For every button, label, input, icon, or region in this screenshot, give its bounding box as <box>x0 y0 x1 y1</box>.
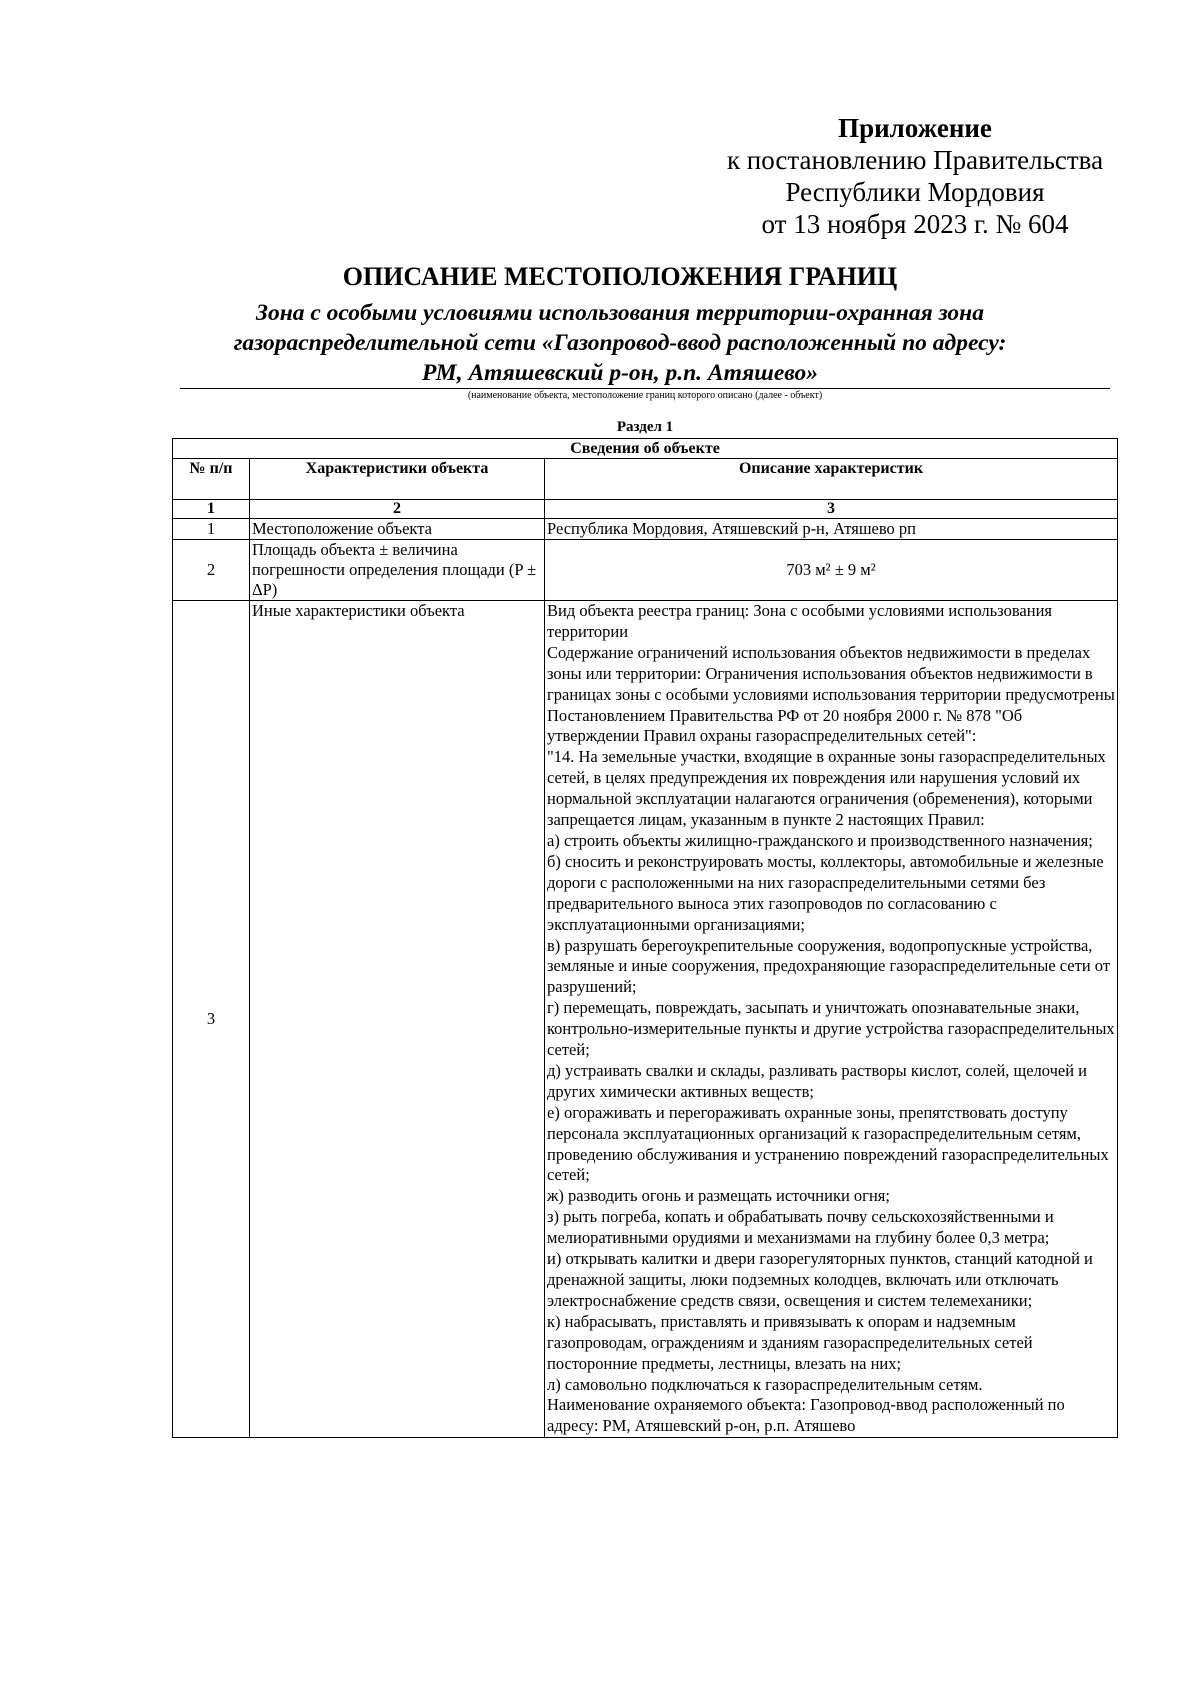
table-caption-row <box>173 439 1118 459</box>
column-number-1: 1 <box>173 500 250 519</box>
row-characteristic: Местоположение объекта <box>250 519 545 540</box>
description-paragraph: л) самовольно подключаться к газораспределительным сетям. <box>547 1374 983 1394</box>
description-paragraph: к) набрасывать, приставлять и привязывать к опорам и надземным газопроводам, ограждениям и зданиям газораспределительных сетей посторонние предметы, лестницы, влезать на них; <box>547 1311 1033 1373</box>
appendix-line-3: от 13 ноября 2023 г. № 604 <box>761 209 1069 239</box>
description-paragraph: Наименование охраняемого объекта: Газопровод-ввод расположенный по адресу: РМ, Атяшевский р-он, р.п. Атяшево <box>547 1395 1065 1436</box>
column-number-3: 3 <box>545 500 1118 519</box>
document-title: ОПИСАНИЕ МЕСТОПОЛОЖЕНИЯ ГРАНИЦ <box>342 262 898 291</box>
description-paragraph: Вид объекта реестра границ: Зона с особыми условиями использования территории <box>547 601 1052 641</box>
table-caption: Сведения об объекте <box>173 439 1118 459</box>
header-characteristic: Характеристики объекта <box>250 459 545 500</box>
description-paragraph: з) рыть погреба, копать и обрабатывать почву сельскохозяйственными и мелиоративными орудиями и механизмами на глубину более 0,3 метра; <box>547 1207 1054 1248</box>
row-description: 703 м² ± 9 м² <box>545 540 1118 601</box>
description-paragraph: ж) разводить огонь и размещать источники огня; <box>547 1186 890 1206</box>
description-paragraph: "14. На земельные участки, входящие в охранные зоны газораспределительных сетей, в целях предупреждения их повреждения или нарушения условий их нормальной эксплуатации налагаются ограничения (обременения), которыми запрещается лицам, указанным в пункте 2 настоящих Правил: <box>547 747 1106 830</box>
appendix-block <box>680 112 1150 240</box>
table-header-row <box>173 459 1118 500</box>
document-subtitle <box>180 298 1060 388</box>
row-characteristic: Площадь объекта ± величина погрешности определения площади (P ± ΔP) <box>250 540 545 601</box>
description-paragraph: е) огораживать и перегораживать охранные зоны, препятствовать доступу персонала эксплуатационных организаций к газораспределительным сетям, проведению обслуживания и устранению повреждений газораспределительных сетей; <box>547 1102 1109 1185</box>
header-description: Описание характеристик <box>545 459 1118 500</box>
row-number: 2 <box>173 540 250 601</box>
description-paragraph: г) перемещать, повреждать, засыпать и уничтожать опознавательные знаки, контрольно-измерительные пункты и другие устройства газораспределительных сетей; <box>547 998 1115 1060</box>
description-paragraph: Содержание ограничений использования объектов недвижимости в пределах зоны или территории: Ограничения использования объектов недвижимости в границах зоны с особыми условиями использования территории предусмотрены Постановлением Правительства РФ от 20 ноября 2000 г. № 878 "Об утверждении Правил охраны газораспределительных сетей": <box>547 642 1115 746</box>
column-number-2: 2 <box>250 500 545 519</box>
description-paragraph: и) открывать калитки и двери газорегуляторных пунктов, станций катодной и дренажной защиты, люки подземных колодцев, включать или отключать электроснабжение средств связи, освещения и систем телемеханики; <box>547 1249 1093 1310</box>
table-row <box>173 601 1118 1438</box>
row-number: 3 <box>173 601 250 1438</box>
table-row <box>173 519 1118 540</box>
description-paragraph: а) строить объекты жилищно-гражданского и производственного назначения; <box>547 830 1093 850</box>
appendix-line-1: к постановлению Правительства <box>726 145 1104 175</box>
row-description: Республика Мордовия, Атяшевский р-н, Атяшево рп <box>545 519 1118 540</box>
table-row <box>173 540 1118 601</box>
object-info-table <box>172 438 1118 1438</box>
description-paragraph: б) сносить и реконструировать мосты, коллекторы, автомобильные и железные дороги с расположенными на них газораспределительными сетями без предварительного выноса этих газопроводов по согласованию с эксплуатационными организациями; <box>547 851 1104 934</box>
appendix-line-2: Республики Мордовия <box>785 177 1045 207</box>
subtitle-note: (наименование объекта, местоположение границ которого описано (далее - объект) <box>467 390 823 401</box>
subtitle-underline <box>180 388 1110 389</box>
row-description <box>545 601 1118 1438</box>
description-paragraph: в) разрушать берегоукрепительные сооружения, водопропускные устройства, земляные и иные сооружения, предохраняющие газораспределительные сети от разрушений; <box>547 935 1111 997</box>
subtitle-line-2: газораспределительной сети «Газопровод-ввод расположенный по адресу: <box>233 330 1007 356</box>
row-characteristic: Иные характеристики объекта <box>250 601 545 1438</box>
description-paragraph: д) устраивать свалки и склады, разливать растворы кислот, солей, щелочей и других химически активных веществ; <box>547 1060 1088 1101</box>
header-number: № п/п <box>173 459 250 500</box>
column-number-row <box>173 500 1118 519</box>
subtitle-line-3: РМ, Атяшевский р-он, р.п. Атяшево» <box>422 360 818 386</box>
row-number: 1 <box>173 519 250 540</box>
appendix-title: Приложение <box>838 113 992 143</box>
section-label: Раздел 1 <box>616 419 674 435</box>
subtitle-line-1: Зона с особыми условиями использования территории-охранная зона <box>256 300 984 326</box>
